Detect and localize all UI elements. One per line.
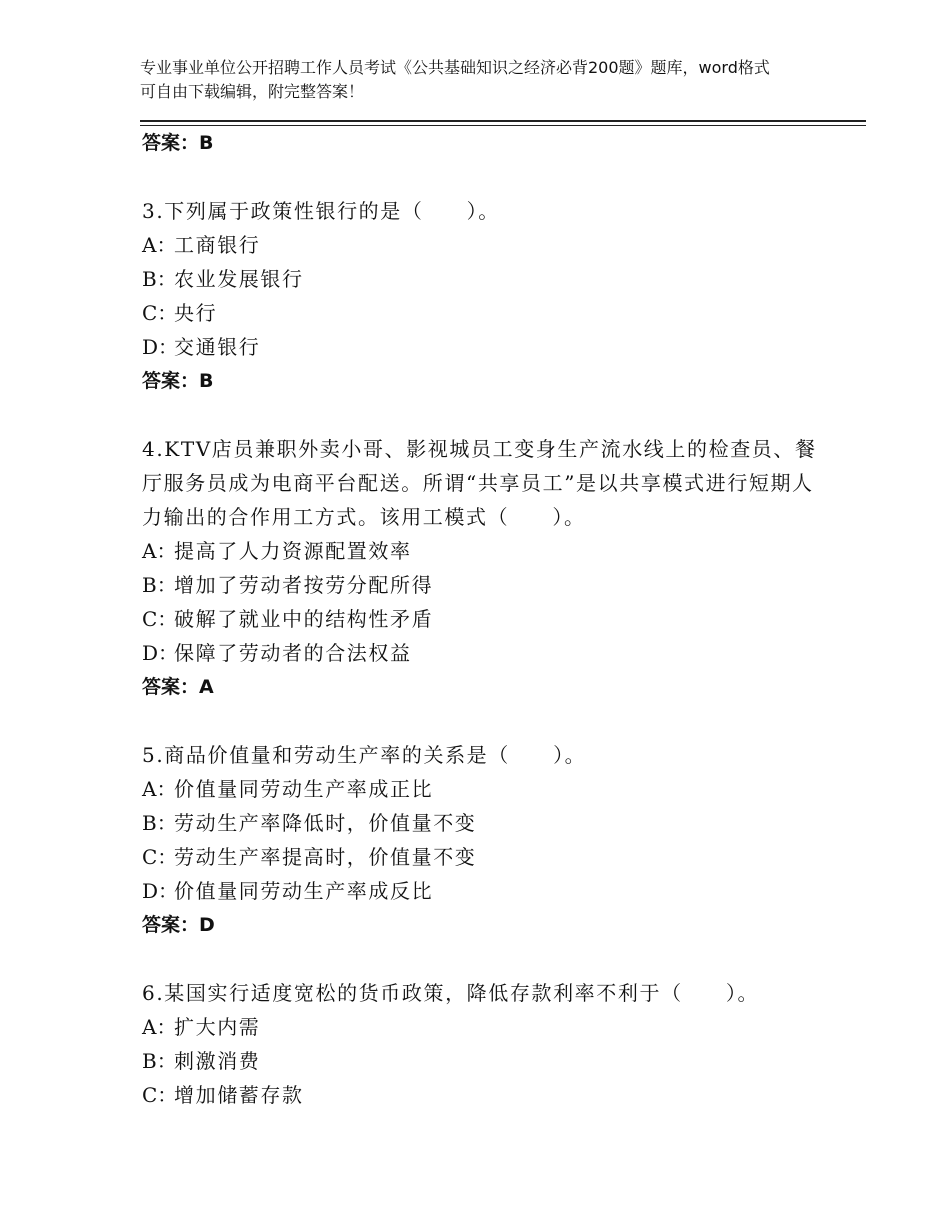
answer-line: 答案：A [142, 676, 214, 698]
option-letter: A： [142, 1015, 177, 1039]
option-c [142, 1078, 822, 1112]
option-letter: B： [142, 811, 177, 835]
option-c [142, 296, 822, 330]
document-header: 专业事业单位公开招聘工作人员考试《公共基础知识之经济必背200题》题库，word格式可自由下载编辑，附完整答案！ [140, 58, 770, 101]
option-letter: D： [142, 335, 179, 359]
answer-line: 答案：B [142, 370, 214, 392]
option-letter: B： [142, 1049, 177, 1073]
question-5 [142, 738, 822, 942]
option-text: 破解了就业中的结构性矛盾 [174, 607, 434, 631]
option-text: 农业发展银行 [174, 267, 304, 291]
option-text: 增加储蓄存款 [174, 1083, 304, 1107]
option-b [142, 262, 822, 296]
option-text: 刺激消费 [174, 1049, 261, 1073]
option-text: 工商银行 [174, 233, 261, 257]
option-letter: C： [142, 1083, 178, 1107]
option-letter: A： [142, 233, 177, 257]
option-a [142, 534, 822, 568]
option-text: 价值量同劳动生产率成正比 [174, 777, 434, 801]
option-letter: C： [142, 301, 178, 325]
option-c [142, 840, 822, 874]
option-a [142, 228, 822, 262]
answer-line: 答案：D [142, 914, 215, 936]
question-stem: 6.某国实行适度宽松的货币政策，降低存款利率不利于（ ）。 [142, 981, 760, 1005]
option-text: 增加了劳动者按劳分配所得 [174, 573, 434, 597]
option-letter: D： [142, 641, 179, 665]
option-text: 扩大内需 [174, 1015, 261, 1039]
option-d [142, 874, 822, 908]
option-d [142, 330, 822, 364]
answer-line: 答案：B [142, 132, 214, 154]
option-b [142, 1044, 822, 1078]
option-text: 央行 [174, 301, 218, 325]
option-letter: A： [142, 777, 177, 801]
question-list [142, 126, 822, 1112]
question-stem: 3.下列属于政策性银行的是（ ）。 [142, 199, 500, 223]
option-a [142, 772, 822, 806]
option-text: 提高了人力资源配置效率 [174, 539, 412, 563]
question-stem: 5.商品价值量和劳动生产率的关系是（ ）。 [142, 743, 587, 767]
option-b [142, 806, 822, 840]
option-text: 价值量同劳动生产率成反比 [174, 879, 434, 903]
option-a [142, 1010, 822, 1044]
question-4 [142, 432, 822, 704]
question-6 [142, 976, 822, 1112]
question-3 [142, 194, 822, 398]
option-letter: A： [142, 539, 177, 563]
option-c [142, 602, 822, 636]
option-letter: B： [142, 267, 177, 291]
header-rule-thick [140, 120, 866, 122]
option-letter: D： [142, 879, 179, 903]
option-text: 劳动生产率降低时，价值量不变 [174, 811, 477, 835]
option-d [142, 636, 822, 670]
question-stem: 4.KTV店员兼职外卖小哥、影视城员工变身生产流水线上的检查员、餐厅服务员成为电商平台配送。所谓“共享员工”是以共享模式进行短期人力输出的合作用工方式。该用工模式（ ）。 [142, 437, 817, 529]
option-text: 交通银行 [174, 335, 261, 359]
option-text: 劳动生产率提高时，价值量不变 [174, 845, 477, 869]
option-letter: C： [142, 607, 178, 631]
option-letter: C： [142, 845, 178, 869]
option-text: 保障了劳动者的合法权益 [174, 641, 412, 665]
option-letter: B： [142, 573, 177, 597]
option-b [142, 568, 822, 602]
